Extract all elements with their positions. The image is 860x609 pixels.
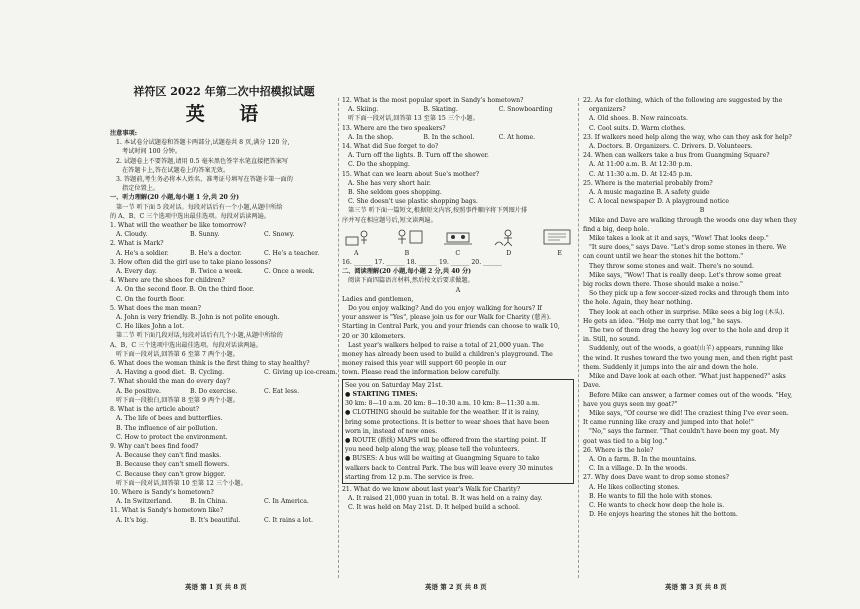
text-line: A. On the second floor. B. On the third floor.	[116, 286, 255, 294]
option: C. Snowboarding	[498, 106, 553, 114]
text-line: A. Old shoes. B. New raincoats.	[589, 115, 688, 123]
text-line: C. Cool suits. D. Warm clothes.	[589, 124, 686, 132]
option: A. Having a good diet.	[116, 369, 186, 377]
option-row	[110, 497, 338, 506]
text-line: Do you enjoy walking? And do you enjoy walking for hours? If	[348, 305, 542, 313]
text-line: A. Turn off the lights. B. Turn off the shower.	[348, 152, 489, 160]
text-line: money has already been used to build a children's playground. The	[342, 351, 553, 359]
text-line: 8. What is the article about?	[110, 406, 199, 414]
option: B. Twice a week.	[190, 268, 243, 276]
text-line: So they pick up a few soccer-sized rocks and through them into	[589, 290, 789, 298]
text-line: Mike says, "Of course we did! The craziest thing I've ever seen.	[589, 409, 789, 417]
text-line: They look at each other in surprise. Mike sees a big log (木头).	[589, 308, 785, 316]
text-line: 序并写在相应题号后,短文读两遍。	[342, 216, 437, 224]
text-line: "It sure does," says Dave. "Let's drop some stones in there. We	[589, 244, 787, 252]
text-line: your answer is "Yes", please join us for our Walk for Charity (慈善).	[342, 314, 551, 322]
text-line: He gets an idea. "Help me carry that log," he says.	[583, 317, 743, 325]
text-line: ● CLOTHING should be suitable for the weather. If it is rainy,	[345, 409, 540, 417]
option: A. In Switzerland.	[116, 498, 173, 506]
text-line: ● BUSES: A bus will be waiting at Guangming Square to take	[345, 455, 540, 463]
footer-page-1: 英语 第 1 页 共 8 页	[185, 583, 247, 591]
text-line: 27. Why does Dave want to drop some stones?	[583, 474, 729, 482]
text-line: bring some protections. It is better to wear shoes that have been	[345, 418, 550, 426]
option: A. Skiing.	[348, 106, 379, 114]
text-line: Starting in Central Park, you and your friends can choose to walk 10,	[342, 323, 560, 331]
subject-title: 英 语	[185, 103, 273, 125]
picture-label: A	[354, 249, 359, 257]
text-line: them. Suddenly it jumps into the air and down the hole.	[583, 363, 759, 371]
option: C. Snowy.	[264, 231, 295, 239]
option: B. Skating.	[423, 106, 458, 114]
text-line: 2. What is Mark?	[110, 240, 164, 248]
text-line: The two of them drag the heavy log over to the hole and drop it	[589, 327, 789, 335]
option: B. Cycling.	[190, 369, 225, 377]
text-line: It came running like crazy and jumped into that hole!"	[583, 419, 754, 427]
option: C. Once a week.	[264, 268, 315, 276]
text-line: have you guys seen my goat?"	[583, 400, 678, 408]
text-line: C. He wants to check how deep the hole is.	[589, 501, 725, 509]
text-line: 的 A、B、C 三个选项中选出最佳选项。每段对话读两遍。	[110, 212, 270, 220]
charity-notice-box	[342, 379, 574, 484]
text-line: 注意事项:	[110, 130, 138, 137]
text-line: 听下面一段对话,回答第 6 至第 7 两个小题。	[116, 350, 239, 358]
text-line: A. He likes collecting stones.	[589, 483, 680, 491]
text-line: 指定位置上。	[122, 185, 160, 193]
text-line: town. Please read the information below carefully.	[342, 369, 500, 377]
picture-d	[491, 227, 525, 247]
option: C. It rains a lot.	[264, 516, 313, 524]
picture-a	[342, 227, 376, 247]
text-line: See you on Saturday May 21st.	[345, 381, 443, 389]
text-line: Mike takes a look at it and says, "Wow! That looks deep."	[589, 235, 769, 243]
text-line: Ladies and gentlemen,	[342, 295, 414, 303]
text-line: B. She seldom goes shopping.	[348, 189, 442, 197]
text-line: 3. 答题前,考生务必将本人姓名、准考证号填写在答题卡第一面的	[116, 176, 293, 184]
text-line: 10. Where is Sandy's hometown?	[110, 488, 214, 496]
text-line: Mike and Dave look at each other. "What just happened?" asks	[589, 373, 786, 381]
text-line: 26. Where is the hole?	[583, 446, 654, 454]
text-line: 11. What is Sandy's hometown like?	[110, 507, 224, 515]
text-line: A	[455, 286, 461, 294]
picture-label: D	[506, 249, 512, 257]
option: B. Sunny.	[190, 231, 220, 239]
option: B. Do exercise.	[190, 387, 238, 395]
text-line: C. She doesn't use plastic shopping bags.	[348, 198, 478, 206]
text-line: ● ROUTE (路线) MAPS will be offered from the starting point. If	[345, 436, 546, 444]
text-line: C. He likes John a lot.	[116, 323, 184, 331]
text-line: 6. What does the woman think is the first thing to stay healthy?	[110, 360, 310, 368]
text-line: C. On the fourth floor.	[116, 295, 185, 303]
text-line: 听下面一段独白,回答第 8 至第 9 两个小题。	[116, 396, 239, 404]
text-line: 第一节 听下面 5 段对话。每段对话后有一个小题,从题中所给	[116, 203, 283, 211]
text-line: 13. Where are the two speakers?	[342, 124, 446, 132]
option-row	[342, 133, 574, 142]
column-divider	[338, 98, 339, 578]
text-line: 在答题卡上,答在试题卷上的答案无效。	[122, 166, 230, 174]
text-line: Mike says, "Wow! That is really deep. Let's throw some great	[589, 271, 782, 279]
text-line: the hole. Again, they hear nothing.	[583, 299, 693, 307]
text-line: worn in, instead of new ones.	[345, 427, 438, 435]
text-line: 1. What will the weather be like tomorrow?	[110, 222, 247, 230]
exam-title: 祥符区 2022 年第二次中招模拟试题	[133, 85, 315, 98]
text-line: can count until we hear the stones hit the bottom."	[583, 253, 744, 261]
picture-sequence	[342, 227, 574, 249]
page-1-lines	[110, 129, 338, 525]
text-line: 20 or 30 kilometers.	[342, 332, 406, 340]
text-line: A. John is very friendly. B. John is not polite enough.	[116, 314, 280, 322]
text-line: money raised this year will support 60 people in our	[342, 360, 507, 368]
text-line: Suddenly, out of the woods, a goat(山羊) appears, running like	[589, 345, 784, 353]
option: C. Eat less.	[264, 387, 300, 395]
option-row	[110, 267, 338, 276]
text-line: the wind. It rushes toward the two young men, and then right past	[583, 354, 793, 362]
option-row	[110, 368, 338, 377]
text-line: "No," says the farmer. "That couldn't have been my goat. My	[589, 428, 780, 436]
text-line: 一、听力理解(20 小题,每小题 1 分,共 20 分)	[110, 194, 240, 202]
text-line: D. He enjoys hearing the stones hit the bottom.	[589, 511, 738, 519]
text-line: C. How to protect the environment.	[116, 433, 228, 441]
picture-c	[441, 227, 475, 247]
reading-passage-a	[342, 267, 574, 377]
text-line: A. On a farm. B. In the mountains.	[589, 455, 697, 463]
text-line: find a big, deep hole.	[583, 225, 650, 233]
text-line: C. Do the shopping.	[348, 161, 410, 169]
option-row	[110, 249, 338, 258]
text-line: C. Because they can't grow bigger.	[116, 470, 226, 478]
text-line: organizers?	[589, 106, 626, 114]
text-line: C. A local newspaper D. A playground notice	[589, 198, 730, 206]
option: A. He's a soldier.	[116, 249, 169, 257]
text-line: A. She has very short hair.	[348, 179, 431, 187]
option-row	[110, 516, 338, 525]
text-line: in. Still, no sound.	[583, 336, 640, 344]
text-line: ● STARTING TIMES:	[345, 390, 418, 398]
option: A. It's big.	[116, 516, 149, 524]
text-line: A、B、C 三个选项中选出最佳选项。每段对话读两遍。	[110, 341, 262, 349]
option: B. In China.	[190, 498, 228, 506]
text-line: 3. How often did the girl use to take piano lessons?	[110, 258, 272, 266]
picture-label: C	[455, 249, 461, 257]
text-line: B	[699, 207, 705, 215]
text-line: 2. 试题卷上不要答题,请用 0.5 毫米黑色签字水笔直接把答案写	[116, 157, 289, 165]
option: C. He's a teacher.	[264, 249, 320, 257]
picture-labels	[342, 249, 574, 258]
page-2-questions	[342, 96, 574, 225]
column-divider	[578, 98, 579, 578]
footer-page-2: 英语 第 2 页 共 8 页	[425, 583, 487, 591]
text-line: starting from 12 p.m. The service is free.	[345, 473, 474, 481]
text-line: Mike and Dave are walking through the woods one day when they	[589, 216, 797, 224]
option: B. In the school.	[423, 133, 475, 141]
text-line: 1. 本试卷分试题卷和答题卡两部分,试题卷共 8 页,满分 120 分,	[116, 139, 290, 147]
text-line: 25. Where is the material probably from?	[583, 179, 713, 187]
option: C. In America.	[264, 498, 309, 506]
question-21	[342, 485, 574, 513]
column-page-1	[110, 84, 338, 525]
text-line: 听下面一段对话,回答第 10 至第 12 三个小题。	[116, 479, 247, 487]
text-line: 22. As for clothing, which of the following are suggested by the	[583, 97, 783, 104]
column-page-3	[583, 96, 821, 519]
option: A. Be positive.	[116, 387, 162, 395]
option: A. Every day.	[116, 268, 157, 276]
text-line: C. It was held on May 21st. D. It helped build a school.	[348, 504, 520, 512]
text-line: 阅读下面四篇语言材料,然后按文后要求做题。	[348, 277, 474, 285]
text-line: B. He wants to fill the hole with stones.	[589, 492, 713, 500]
text-line: Before Mike can answer, a farmer comes out of the woods. "Hey,	[589, 391, 793, 399]
text-line: 5. What does the man mean?	[110, 304, 201, 312]
text-line: you need help along the way, please tell the volunteers.	[345, 446, 520, 454]
option-row	[342, 105, 574, 114]
text-line: 23. If walkers need help along the way, who can they ask for help?	[583, 133, 792, 141]
text-line: They throw some stones and wait. There's no sound.	[589, 262, 754, 270]
text-line: 14. What did Sue forget to do?	[342, 143, 439, 151]
option-row	[110, 387, 338, 396]
text-line: 第三节 听下面一篇短文,根据短文内容,按照事件顺序将下列图片排	[348, 207, 528, 215]
picture-label: B	[404, 249, 410, 257]
text-line: 24. When can walkers take a bus from Guangming Square?	[583, 152, 770, 160]
option: A. In the shop.	[348, 133, 394, 141]
page-3-lines	[583, 96, 821, 519]
text-line: C. At 11:30 a.m. D. At 12:45 p.m.	[589, 170, 693, 178]
text-line: B. Because they can't smell flowers.	[116, 461, 230, 469]
text-line: 9. Why can't bees find food?	[110, 442, 199, 450]
text-line: A. At 11:00 a.m. B. At 12:30 p.m.	[589, 161, 693, 169]
text-line: big rocks down there. Those should make a noise."	[583, 281, 743, 289]
text-line: 4. Where are the shoes for children?	[110, 277, 225, 285]
text-line: A. A music magazine B. A safety guide	[589, 189, 710, 197]
text-line: 15. What can we learn about Sue's mother?	[342, 170, 480, 178]
text-line: 二、阅读理解(20 小题,每小题 2 分,共 40 分)	[342, 268, 472, 276]
text-line: A. It raised 21,000 yuan in total. B. It was held on a rainy day.	[348, 495, 543, 503]
text-line: 考试时间 100 分钟。	[122, 148, 182, 156]
text-line: 12. What is the most popular sport in Sandy's hometown?	[342, 97, 524, 104]
picture-b	[392, 227, 426, 247]
text-line: 30 km: 8—10 a.m. 20 km: 8—10:30 a.m. 10 km: 8—11:30 a.m.	[345, 400, 540, 408]
footer-page-3: 英语 第 3 页 共 8 页	[665, 583, 727, 591]
text-line: Dave.	[583, 382, 601, 390]
option: B. He's a doctor.	[190, 249, 242, 257]
text-line: A. The life of bees and butterflies.	[116, 415, 223, 423]
text-line: 听下面一段对话,回答第 13 至第 15 三个小题。	[348, 115, 479, 123]
picture-e	[540, 227, 574, 247]
text-line: Last year's walkers helped to raise a total of 21,000 yuan. The	[348, 341, 544, 349]
text-line: B. The influence of air pollution.	[116, 424, 218, 432]
text-line: goat was tied to a big log."	[583, 437, 668, 445]
option: A. Cloudy.	[116, 231, 148, 239]
text-line: A. Doctors. B. Organizers. C. Drivers. D. Volunteers.	[589, 143, 753, 151]
text-line: 21. What do we know about last year's Walk for Charity?	[342, 485, 521, 493]
option: C. Giving up ice-cream.	[264, 369, 338, 377]
text-line: C. In a village. D. In the woods.	[589, 465, 688, 473]
answer-blanks: 16. ______ 17. ______ 18. ______ 19. ______ 20. ______	[342, 259, 502, 267]
picture-label: E	[557, 249, 562, 257]
option-row	[110, 230, 338, 239]
option: B. It's beautiful.	[190, 516, 241, 524]
text-line: walkers back to Central Park. The bus will leave every 30 minutes	[345, 464, 553, 472]
column-page-2	[342, 96, 574, 513]
text-line: 7. What should the man do every day?	[110, 378, 231, 386]
option: C. At home.	[498, 133, 536, 141]
text-line: A. Because they can't find masks.	[116, 452, 222, 460]
text-line: 第二节 听下面几段对话,每段对话后有几个小题,从题中所给的	[116, 332, 283, 340]
